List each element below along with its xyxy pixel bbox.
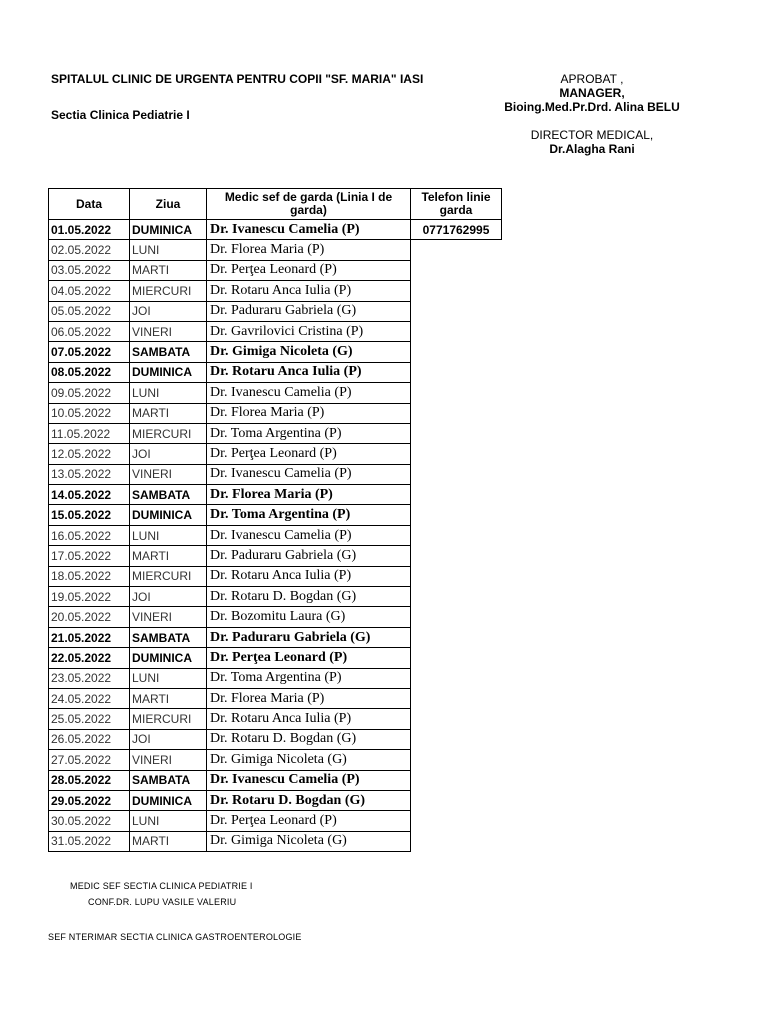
doctor-cell: Dr. Florea Maria (P) [207,240,411,260]
day-cell: LUNI [130,383,207,403]
date-cell: 30.05.2022 [49,811,130,831]
date-cell: 16.05.2022 [49,525,130,545]
table-row [49,790,502,810]
duty-schedule-table [48,188,502,852]
empty-cell [411,790,502,810]
table-header-row [49,189,502,220]
doctor-cell: Dr. Florea Maria (P) [207,485,411,505]
empty-cell [411,831,502,851]
date-cell: 18.05.2022 [49,566,130,586]
empty-cell [411,321,502,341]
day-cell: JOI [130,587,207,607]
footer-line-3: SEF NTERIMAR SECTIA CLINICA GASTROENTEROLOGIE [48,932,302,942]
table-row [49,627,502,647]
empty-cell [411,423,502,443]
footer-line-2: CONF.DR. LUPU VASILE VALERIU [88,897,237,907]
empty-cell [411,301,502,321]
table-row [49,811,502,831]
doctor-cell: Dr. Rotaru Anca Iulia (P) [207,281,411,301]
empty-cell [411,811,502,831]
empty-cell [411,709,502,729]
table-row [49,444,502,464]
date-cell: 15.05.2022 [49,505,130,525]
empty-cell [411,607,502,627]
day-cell: VINERI [130,321,207,341]
date-cell: 04.05.2022 [49,281,130,301]
empty-cell [411,566,502,586]
date-cell: 29.05.2022 [49,790,130,810]
doctor-cell: Dr. Perţea Leonard (P) [207,444,411,464]
table-row [49,525,502,545]
empty-cell [411,729,502,749]
section-name: Sectia Clinica Pediatrie I [51,108,190,122]
doctor-cell: Dr. Paduraru Gabriela (G) [207,627,411,647]
day-cell: MIERCURI [130,709,207,729]
day-cell: VINERI [130,750,207,770]
empty-cell [411,342,502,362]
date-cell: 22.05.2022 [49,648,130,668]
table-row [49,260,502,280]
date-cell: 11.05.2022 [49,423,130,443]
date-cell: 10.05.2022 [49,403,130,423]
empty-cell [411,688,502,708]
day-cell: MARTI [130,688,207,708]
doctor-cell: Dr. Perţea Leonard (P) [207,648,411,668]
doctor-cell: Dr. Ivanescu Camelia (P) [207,220,411,240]
doctor-cell: Dr. Ivanescu Camelia (P) [207,383,411,403]
table-row [49,648,502,668]
date-cell: 19.05.2022 [49,587,130,607]
day-cell: MARTI [130,546,207,566]
approval-block [490,72,694,156]
day-cell: MARTI [130,831,207,851]
doctor-cell: Dr. Paduraru Gabriela (G) [207,546,411,566]
doctor-cell: Dr. Paduraru Gabriela (G) [207,301,411,321]
table-row [49,566,502,586]
approved-label: APROBAT , [560,72,624,86]
table-row [49,383,502,403]
date-cell: 31.05.2022 [49,831,130,851]
doctor-cell: Dr. Ivanescu Camelia (P) [207,525,411,545]
empty-cell [411,587,502,607]
day-cell: MIERCURI [130,566,207,586]
header-phone: Telefon linie garda [411,189,502,220]
empty-cell [411,668,502,688]
day-cell: MARTI [130,260,207,280]
table-row [49,321,502,341]
empty-cell [411,464,502,484]
table-row [49,770,502,790]
date-cell: 25.05.2022 [49,709,130,729]
table-row [49,587,502,607]
table-row [49,688,502,708]
day-cell: JOI [130,444,207,464]
date-cell: 17.05.2022 [49,546,130,566]
table-row [49,240,502,260]
date-cell: 28.05.2022 [49,770,130,790]
day-cell: VINERI [130,464,207,484]
empty-cell [411,627,502,647]
doctor-cell: Dr. Rotaru D. Bogdan (G) [207,587,411,607]
table-row [49,220,502,240]
table-row [49,668,502,688]
day-cell: SAMBATA [130,627,207,647]
day-cell: MARTI [130,403,207,423]
doctor-cell: Dr. Ivanescu Camelia (P) [207,770,411,790]
director-title: DIRECTOR MEDICAL, [530,128,654,142]
date-cell: 20.05.2022 [49,607,130,627]
empty-cell [411,525,502,545]
header-day: Ziua [130,189,207,220]
doctor-cell: Dr. Perţea Leonard (P) [207,260,411,280]
manager-title: MANAGER, [559,86,625,100]
empty-cell [411,403,502,423]
day-cell: VINERI [130,607,207,627]
table-row [49,546,502,566]
table-row [49,301,502,321]
table-row [49,607,502,627]
empty-cell [411,444,502,464]
empty-cell [411,260,502,280]
table-row [49,729,502,749]
hospital-name: SPITALUL CLINIC DE URGENTA PENTRU COPII "SF. MARIA" IASI [51,72,424,86]
table-row [49,464,502,484]
date-cell: 23.05.2022 [49,668,130,688]
table-row [49,485,502,505]
table-row [49,362,502,382]
doctor-cell: Dr. Gimiga Nicoleta (G) [207,831,411,851]
doctor-cell: Dr. Rotaru Anca Iulia (P) [207,362,411,382]
date-cell: 07.05.2022 [49,342,130,362]
doctor-cell: Dr. Ivanescu Camelia (P) [207,464,411,484]
empty-cell [411,750,502,770]
date-cell: 13.05.2022 [49,464,130,484]
day-cell: SAMBATA [130,770,207,790]
empty-cell [411,383,502,403]
day-cell: LUNI [130,240,207,260]
date-cell: 02.05.2022 [49,240,130,260]
empty-cell [411,362,502,382]
header-date: Data [49,189,130,220]
doctor-cell: Dr. Gimiga Nicoleta (G) [207,750,411,770]
manager-name: Bioing.Med.Pr.Drd. Alina BELU [504,100,680,114]
empty-cell [411,505,502,525]
day-cell: LUNI [130,525,207,545]
phone-cell: 0771762995 [411,220,502,240]
day-cell: MIERCURI [130,423,207,443]
date-cell: 05.05.2022 [49,301,130,321]
date-cell: 24.05.2022 [49,688,130,708]
doctor-cell: Dr. Gimiga Nicoleta (G) [207,342,411,362]
doctor-cell: Dr. Rotaru D. Bogdan (G) [207,790,411,810]
date-cell: 26.05.2022 [49,729,130,749]
table-row [49,342,502,362]
doctor-cell: Dr. Perţea Leonard (P) [207,811,411,831]
doctor-cell: Dr. Gavrilovici Cristina (P) [207,321,411,341]
day-cell: DUMINICA [130,505,207,525]
table-row [49,423,502,443]
table-row [49,281,502,301]
date-cell: 14.05.2022 [49,485,130,505]
table-row [49,750,502,770]
empty-cell [411,281,502,301]
doctor-cell: Dr. Bozomitu Laura (G) [207,607,411,627]
empty-cell [411,240,502,260]
doctor-cell: Dr. Toma Argentina (P) [207,505,411,525]
table-row [49,505,502,525]
day-cell: SAMBATA [130,485,207,505]
day-cell: JOI [130,729,207,749]
empty-cell [411,770,502,790]
table-row [49,831,502,851]
doctor-cell: Dr. Toma Argentina (P) [207,423,411,443]
footer-line-1: MEDIC SEF SECTIA CLINICA PEDIATRIE I [70,881,253,891]
date-cell: 08.05.2022 [49,362,130,382]
empty-cell [411,485,502,505]
date-cell: 01.05.2022 [49,220,130,240]
empty-cell [411,546,502,566]
date-cell: 12.05.2022 [49,444,130,464]
doctor-cell: Dr. Toma Argentina (P) [207,668,411,688]
day-cell: LUNI [130,811,207,831]
date-cell: 03.05.2022 [49,260,130,280]
day-cell: DUMINICA [130,362,207,382]
day-cell: SAMBATA [130,342,207,362]
doctor-cell: Dr. Rotaru D. Bogdan (G) [207,729,411,749]
date-cell: 21.05.2022 [49,627,130,647]
date-cell: 27.05.2022 [49,750,130,770]
day-cell: LUNI [130,668,207,688]
table-row [49,709,502,729]
director-name: Dr.Alagha Rani [549,142,635,156]
date-cell: 09.05.2022 [49,383,130,403]
header-doctor: Medic sef de garda (Linia I de garda) [207,189,411,220]
doctor-cell: Dr. Florea Maria (P) [207,688,411,708]
empty-cell [411,648,502,668]
table-row [49,403,502,423]
date-cell: 06.05.2022 [49,321,130,341]
day-cell: DUMINICA [130,790,207,810]
day-cell: MIERCURI [130,281,207,301]
day-cell: DUMINICA [130,220,207,240]
doctor-cell: Dr. Rotaru Anca Iulia (P) [207,709,411,729]
day-cell: JOI [130,301,207,321]
doctor-cell: Dr. Florea Maria (P) [207,403,411,423]
doctor-cell: Dr. Rotaru Anca Iulia (P) [207,566,411,586]
day-cell: DUMINICA [130,648,207,668]
